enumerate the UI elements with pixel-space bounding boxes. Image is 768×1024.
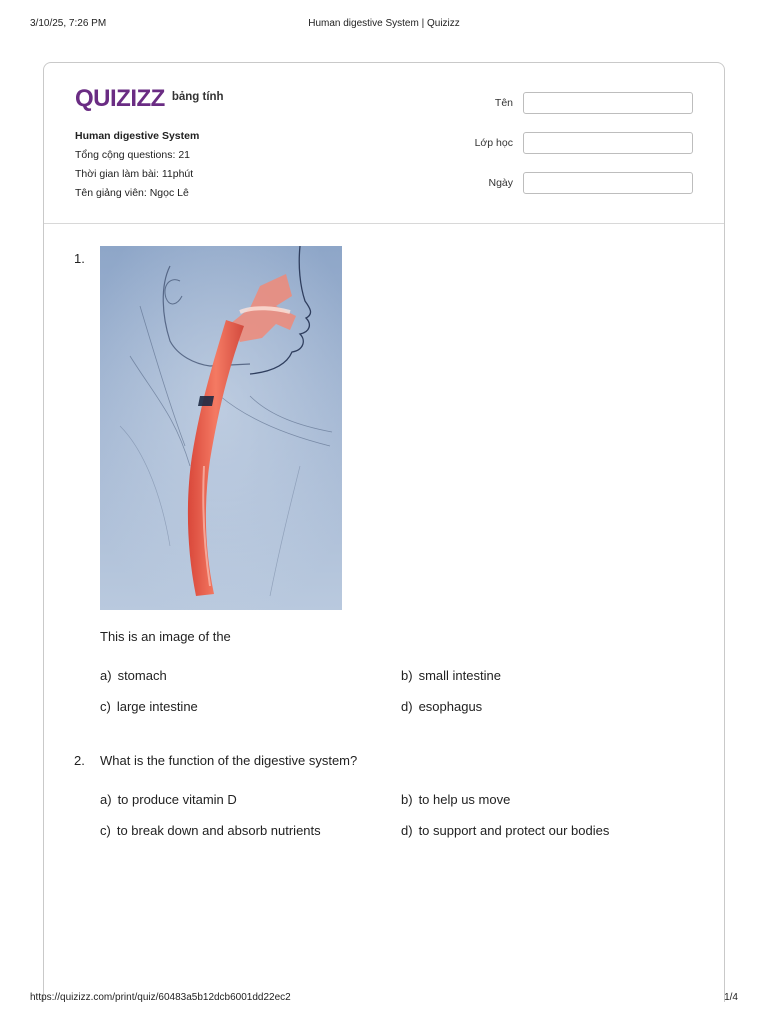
option-d[interactable]: d) to support and protect our bodies [401, 823, 610, 838]
option-c[interactable]: c) large intestine [100, 699, 198, 714]
class-label: Lớp học [474, 137, 513, 149]
teacher-name: Tên giảng viên: Ngọc Lê [75, 187, 189, 199]
print-url: https://quizizz.com/print/quiz/60483a5b12dcb6001dd22ec2 [30, 992, 291, 1003]
logo-wordmark: QUIZIZZ [75, 85, 165, 112]
quiz-title: Human digestive System [75, 130, 200, 142]
option-c[interactable]: c) to break down and absorb nutrients [100, 823, 321, 838]
print-title: Human digestive System | Quizizz [308, 18, 460, 29]
print-header [30, 18, 738, 32]
question-number: 2. [74, 753, 85, 768]
option-b[interactable]: b) small intestine [401, 668, 501, 683]
worksheet [43, 62, 725, 1002]
question-1 [44, 63, 726, 743]
option-d[interactable]: d) esophagus [401, 699, 483, 714]
option-a[interactable]: a) to produce vitamin D [100, 792, 237, 807]
option-b[interactable]: b) to help us move [401, 792, 511, 807]
page-number: 1/4 [724, 992, 738, 1003]
time-limit: Thời gian làm bài: 11phút [75, 168, 194, 180]
print-timestamp: 3/10/25, 7:26 PM [30, 18, 107, 29]
question-text: This is an image of the [100, 629, 231, 644]
date-label: Ngày [488, 177, 513, 189]
question-2 [44, 743, 726, 853]
esophagus-illustration [100, 246, 342, 610]
question-number: 1. [74, 251, 85, 266]
question-text: What is the function of the digestive system? [100, 753, 358, 768]
option-a[interactable]: a) stomach [100, 668, 167, 683]
name-label: Tên [494, 97, 513, 109]
logo-subtitle: bảng tính [171, 91, 224, 103]
print-footer [30, 992, 738, 1006]
total-questions: Tổng cộng questions: 21 [75, 149, 190, 161]
